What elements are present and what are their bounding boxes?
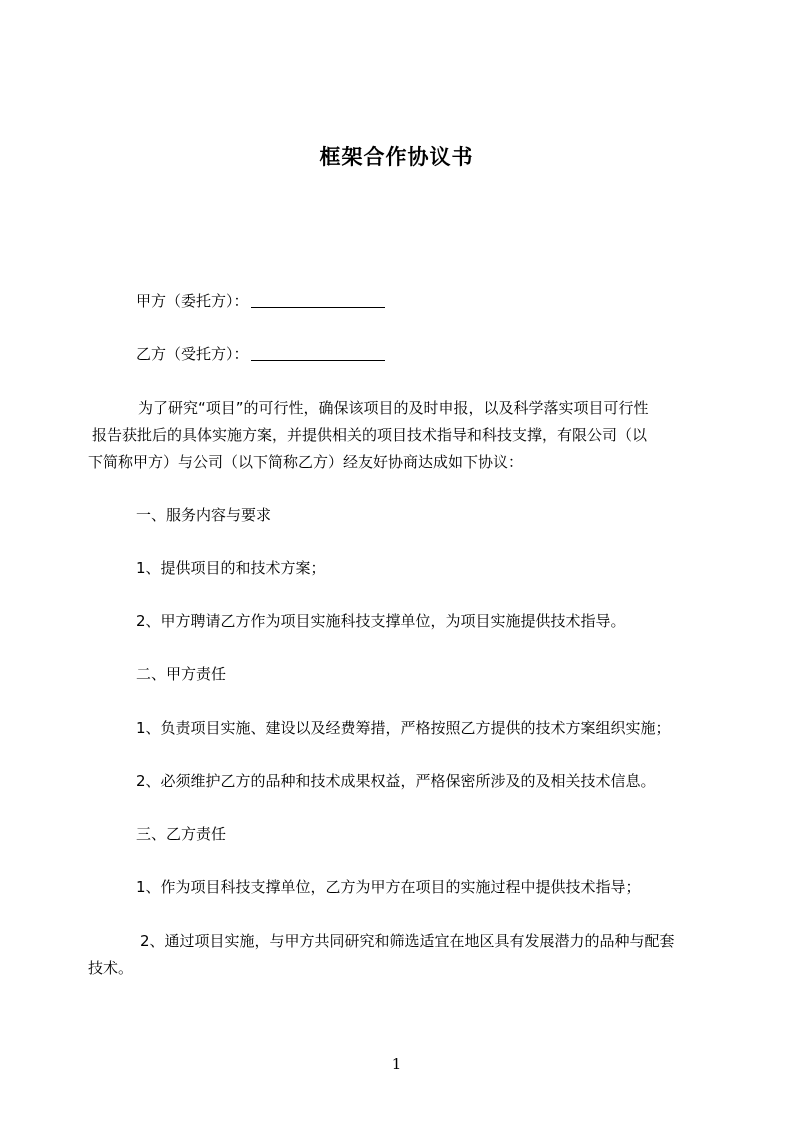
section-1-item-2: 2、甲方聘请乙方作为项目实施科技支撑单位，为项目实施提供技术指导。 <box>136 612 626 630</box>
party-a-blank <box>251 291 385 308</box>
section-3-item-2-line-2: 技术。 <box>88 959 134 977</box>
party-b-label: 乙方（受托方）： <box>136 345 249 363</box>
party-a-label: 甲方（委托方）： <box>136 292 249 310</box>
section-3-item-1: 1、作为项目科技支撑单位，乙方为甲方在项目的实施过程中提供技术指导； <box>136 878 641 896</box>
intro-line-1: 为了研究“项目”的可行性，确保该项目的及时申报，以及科学落实项目可行性 <box>138 399 649 417</box>
party-a-line <box>136 290 385 312</box>
section-3-heading: 三、乙方责任 <box>136 825 227 843</box>
intro-line-2: 报告获批后的具体实施方案，并提供相关的项目技术指导和科技支撑，有限公司（以 <box>92 426 648 444</box>
section-3-item-2-line-1: 2、通过项目实施，与甲方共同研究和筛选适宜在地区具有发展潜力的品种与配套 <box>140 932 675 950</box>
section-2-item-1: 1、负责项目实施、建设以及经费筹措，严格按照乙方提供的技术方案组织实施； <box>136 719 671 737</box>
page-number: 1 <box>391 1055 402 1073</box>
section-2-heading: 二、甲方责任 <box>136 665 227 683</box>
party-b-line <box>136 343 385 365</box>
section-1-heading: 一、服务内容与要求 <box>136 506 272 524</box>
intro-line-3: 下简称甲方）与公司（以下简称乙方）经友好协商达成如下协议： <box>88 453 524 471</box>
party-b-blank <box>251 344 385 361</box>
section-2-item-2: 2、必须维护乙方的品种和技术成果权益，严格保密所涉及的及相关技术信息。 <box>136 772 656 790</box>
section-1-item-1: 1、提供项目的和技术方案； <box>136 559 326 577</box>
document-title: 框架合作协议书 <box>319 145 474 169</box>
